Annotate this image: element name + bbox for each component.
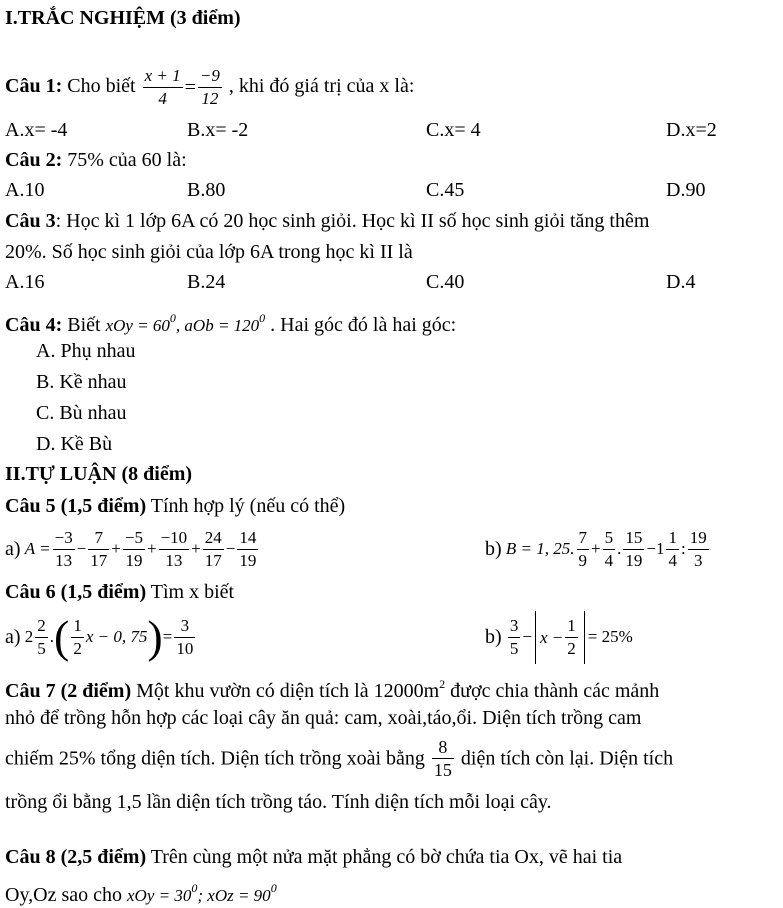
q2-option-b: B.80 bbox=[187, 179, 226, 201]
q6-expression-b: b) $\frac{3}{5}$ − x − $\frac{1}{2}$ = 25% bbox=[485, 610, 633, 664]
q2-option-c: C.45 bbox=[426, 179, 465, 201]
equals-sign: = bbox=[184, 76, 196, 99]
fraction: $\frac{3}{10}$ bbox=[176, 615, 194, 658]
section-title-multiple-choice: I.TRẮC NGHIỆM (3 điểm) bbox=[5, 7, 241, 29]
absolute-value: x − $\frac{1}{2}$ bbox=[535, 611, 585, 664]
question-1-text-after: , khi đó giá trị của x là: bbox=[228, 75, 415, 97]
question-8-text-2: Oy,Oz sao cho bbox=[5, 884, 123, 906]
section-title-essay: II.TỰ LUẬN (8 điểm) bbox=[5, 463, 193, 485]
question-2 bbox=[5, 148, 187, 172]
question-3-line-2: 20%. Số học sinh giỏi của lớp 6A trong học kì II là bbox=[5, 241, 413, 263]
question-4-text: Biết bbox=[67, 314, 101, 336]
fraction: $\frac{24}{17}$ bbox=[204, 527, 222, 570]
question-7-text-3a: chiếm 25% tổng diện tích. Diện tích trồng xoài bằng bbox=[5, 747, 425, 770]
q1-option-d: D.x=2 bbox=[666, 119, 717, 141]
fraction: $\frac{-3}{13}$ bbox=[54, 527, 73, 570]
q3-option-a: A.16 bbox=[5, 271, 45, 293]
question-1 bbox=[5, 62, 414, 111]
operator: + bbox=[146, 539, 157, 559]
question-7-text-1b: được chia thành các mảnh bbox=[445, 680, 660, 702]
fraction: $\frac{2}{5}$ bbox=[37, 615, 46, 658]
q6-b-label: b) bbox=[485, 626, 502, 649]
fraction: $\frac{-10}{13}$ bbox=[160, 527, 188, 570]
q4-option-a: A. Phụ nhau bbox=[36, 340, 136, 362]
q5-a-terms bbox=[51, 527, 261, 570]
question-7-line-2: nhỏ để trồng hỗn hợp các loại cây ăn quả: cam, xoài,táo,ổi. Diện tích trồng cam bbox=[5, 707, 642, 729]
operator: + bbox=[111, 539, 121, 559]
q4-option-b: B. Kề nhau bbox=[36, 371, 127, 393]
q2-option-a: A.10 bbox=[5, 179, 45, 201]
q1-option-c: C.x= 4 bbox=[426, 119, 481, 141]
fraction: $\frac{7}{9}$ bbox=[578, 527, 588, 570]
question-7-line-1 bbox=[5, 672, 659, 703]
q1-option-a: A.x= -4 bbox=[5, 119, 68, 141]
question-6-label: Câu 6 (1,5 điểm) bbox=[5, 581, 147, 603]
fraction-x-plus-1-over-4: $\frac{x + 1}{4}$ bbox=[144, 65, 181, 108]
fraction: $\frac{19}{3}$ bbox=[689, 527, 707, 570]
q4-option-c: C. Bù nhau bbox=[36, 402, 127, 424]
fraction: $\frac{1}{2}$ bbox=[73, 615, 82, 658]
question-6-text: Tìm x biết bbox=[150, 581, 235, 603]
superscript-2: 2 bbox=[439, 677, 446, 691]
operator: + bbox=[191, 539, 201, 559]
fraction: $\frac{14}{19}$ bbox=[239, 527, 257, 570]
fraction: $\frac{5}{4}$ bbox=[604, 527, 614, 570]
question-8-line-1 bbox=[5, 845, 622, 869]
question-7-text-3b: diện tích còn lại. Diện tích bbox=[460, 747, 674, 770]
question-3-text-1: : Học kì 1 lớp 6A có 20 học sinh giỏi. Học kì II số học sinh giỏi tăng thêm bbox=[55, 210, 650, 232]
question-5 bbox=[5, 494, 345, 518]
q3-option-b: B.24 bbox=[187, 271, 226, 293]
question-7-label: Câu 7 (2 điểm) bbox=[5, 680, 132, 702]
question-6 bbox=[5, 580, 234, 604]
question-5-text: Tính hợp lý (nếu có thể) bbox=[150, 495, 346, 517]
q3-option-c: C.40 bbox=[426, 271, 465, 293]
q2-option-d: D.90 bbox=[666, 179, 706, 201]
fraction: $\frac{7}{17}$ bbox=[90, 527, 108, 570]
q5-b-variable: B = 1, 25. bbox=[505, 539, 575, 559]
question-8-label: Câu 8 (2,5 điểm) bbox=[5, 846, 147, 868]
q5-expression-a bbox=[5, 524, 260, 573]
q4-option-d: D. Kề Bù bbox=[36, 433, 113, 455]
q1-option-b: B.x= -2 bbox=[187, 119, 249, 141]
fraction: $\frac{1}{4}$ bbox=[668, 527, 677, 570]
question-1-label: Câu 1: bbox=[5, 75, 63, 97]
question-8-text-1: Trên cùng một nửa mặt phẳng có bờ chứa tia Ox, vẽ hai tia bbox=[150, 846, 623, 868]
fraction-8-over-15: $\frac{8}{15}$ bbox=[433, 736, 452, 780]
question-7-line-3 bbox=[5, 730, 673, 785]
q6-expression-a: a) 2 $\frac{2}{5}$ .( $\frac{1}{2}$ x − 0, 75)= $\frac{3}{10}$ bbox=[5, 611, 194, 663]
question-4 bbox=[5, 306, 456, 338]
question-3-line-1 bbox=[5, 209, 649, 233]
q3-option-d: D.4 bbox=[666, 271, 696, 293]
question-7-text-1a: Một khu vườn có diện tích là 12000m bbox=[136, 680, 440, 702]
q5-a-label: a) bbox=[5, 538, 21, 561]
question-4-label: Câu 4: bbox=[5, 314, 63, 336]
operator: − bbox=[225, 539, 236, 559]
q6-a-label: a) bbox=[5, 626, 21, 649]
question-1-text: Cho biết bbox=[67, 75, 136, 97]
question-4-text-after: . Hai góc đó là hai góc: bbox=[270, 314, 457, 336]
fraction: $\frac{15}{19}$ bbox=[625, 527, 643, 570]
fraction: $\frac{3}{5}$ bbox=[509, 615, 519, 658]
q5-b-label: b) bbox=[485, 538, 502, 561]
question-2-label: Câu 2: bbox=[5, 149, 63, 171]
question-7-line-4: trồng ổi bằng 1,5 lần diện tích trồng táo. Tính diện tích mỗi loại cây. bbox=[5, 791, 552, 813]
question-5-label: Câu 5 (1,5 điểm) bbox=[5, 495, 147, 517]
question-2-text: 75% của 60 là: bbox=[67, 149, 187, 171]
angle-expression: xOy = $60^0$, aOb = $120^0$ bbox=[105, 311, 266, 335]
fraction-minus-9-over-12: $\frac{-9}{12}$ bbox=[199, 65, 220, 108]
question-3-label: Câu 3 bbox=[5, 210, 56, 232]
fraction: $\frac{-5}{19}$ bbox=[124, 527, 143, 570]
q5-a-variable: A = bbox=[24, 539, 51, 559]
operator: − bbox=[76, 539, 87, 559]
fraction: $\frac{1}{2}$ bbox=[567, 616, 576, 659]
q5-expression-b: b) B = 1, 25. $\frac{7}{9}$ + $\frac{5}{4}$ . $\frac{15}{19}$ −1 $\frac{1}{4}$ : $\frac{19}{3}$ bbox=[485, 527, 707, 570]
question-8-line-2 bbox=[5, 876, 277, 908]
angle-expression: xOy = $30^0$; xOz = $90^0$ bbox=[127, 881, 277, 905]
